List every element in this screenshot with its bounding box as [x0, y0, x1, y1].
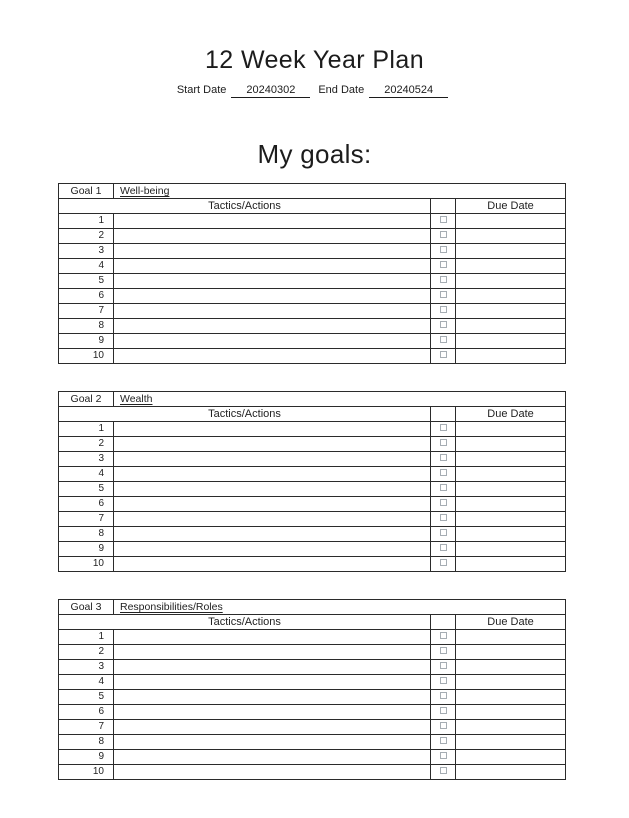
checkbox-cell — [431, 467, 456, 482]
tactic-cell[interactable] — [114, 542, 431, 557]
tactic-cell[interactable] — [114, 482, 431, 497]
tactic-cell[interactable] — [114, 304, 431, 319]
checkbox-icon[interactable] — [440, 632, 447, 639]
checkbox-cell — [431, 422, 456, 437]
due-date-cell[interactable] — [456, 349, 566, 364]
row-number: 1 — [59, 422, 114, 437]
tactic-row — [59, 690, 566, 705]
row-number: 1 — [59, 630, 114, 645]
tactic-row — [59, 630, 566, 645]
tactic-row — [59, 675, 566, 690]
row-number: 8 — [59, 527, 114, 542]
due-date-cell[interactable] — [456, 675, 566, 690]
tactic-cell[interactable] — [114, 497, 431, 512]
due-date-cell[interactable] — [456, 229, 566, 244]
checkbox-icon[interactable] — [440, 336, 447, 343]
due-date-cell[interactable] — [456, 452, 566, 467]
tactic-row — [59, 452, 566, 467]
checkbox-cell — [431, 542, 456, 557]
checkbox-cell — [431, 497, 456, 512]
start-date-value[interactable]: 20240302 — [246, 84, 296, 96]
tactic-row — [59, 467, 566, 482]
tactic-cell[interactable] — [114, 557, 431, 572]
due-date-cell[interactable] — [456, 334, 566, 349]
checkbox-cell — [431, 512, 456, 527]
goal-tables — [0, 183, 629, 780]
checkbox-icon[interactable] — [440, 544, 447, 551]
page-title: 12 Week Year Plan — [205, 46, 424, 74]
due-date-cell[interactable] — [456, 497, 566, 512]
goal-header-row — [59, 600, 566, 615]
checkbox-icon[interactable] — [440, 439, 447, 446]
row-number: 5 — [59, 690, 114, 705]
due-date-cell[interactable] — [456, 437, 566, 452]
due-date-cell[interactable] — [456, 304, 566, 319]
row-number: 3 — [59, 660, 114, 675]
column-header-row — [59, 615, 566, 630]
checkbox-column-header — [431, 407, 456, 422]
tactic-row — [59, 645, 566, 660]
tactic-row — [59, 497, 566, 512]
row-number: 6 — [59, 705, 114, 720]
checkbox-column-header — [431, 199, 456, 214]
date-row — [0, 84, 629, 98]
tactic-cell[interactable] — [114, 452, 431, 467]
tactic-row — [59, 705, 566, 720]
checkbox-icon[interactable] — [440, 351, 447, 358]
tactic-row — [59, 349, 566, 364]
end-date-field[interactable] — [369, 84, 448, 98]
row-number: 8 — [59, 735, 114, 750]
due-date-cell[interactable] — [456, 765, 566, 780]
checkbox-icon[interactable] — [440, 677, 447, 684]
checkbox-icon[interactable] — [440, 291, 447, 298]
tactic-row — [59, 334, 566, 349]
tactic-cell[interactable] — [114, 319, 431, 334]
tactic-row — [59, 274, 566, 289]
row-number: 4 — [59, 259, 114, 274]
tactic-row — [59, 527, 566, 542]
due-date-cell[interactable] — [456, 244, 566, 259]
tactic-row — [59, 422, 566, 437]
tactic-row — [59, 557, 566, 572]
checkbox-icon[interactable] — [440, 767, 447, 774]
tactic-cell[interactable] — [114, 244, 431, 259]
tactic-row — [59, 512, 566, 527]
tactic-cell[interactable] — [114, 645, 431, 660]
checkbox-cell — [431, 437, 456, 452]
checkbox-cell — [431, 334, 456, 349]
due-date-cell[interactable] — [456, 630, 566, 645]
due-date-cell[interactable] — [456, 512, 566, 527]
goal-table — [58, 391, 566, 572]
row-number: 5 — [59, 274, 114, 289]
tactic-row — [59, 720, 566, 735]
due-date-cell[interactable] — [456, 422, 566, 437]
tactic-cell[interactable] — [114, 660, 431, 675]
tactic-row — [59, 229, 566, 244]
tactic-row — [59, 482, 566, 497]
tactic-row — [59, 259, 566, 274]
tactic-row — [59, 660, 566, 675]
start-date-field[interactable] — [231, 84, 310, 98]
goal-label: Goal 1 — [59, 184, 114, 199]
checkbox-cell — [431, 660, 456, 675]
row-number: 10 — [59, 765, 114, 780]
goal-label: Goal 3 — [59, 600, 114, 615]
row-number: 8 — [59, 319, 114, 334]
tactic-cell[interactable] — [114, 675, 431, 690]
checkbox-column-header — [431, 615, 456, 630]
tactics-actions-header: Tactics/Actions — [59, 615, 431, 630]
checkbox-cell — [431, 244, 456, 259]
due-date-cell[interactable] — [456, 319, 566, 334]
checkbox-cell — [431, 319, 456, 334]
checkbox-cell — [431, 527, 456, 542]
end-date-value[interactable]: 20240524 — [384, 84, 434, 96]
checkbox-cell — [431, 304, 456, 319]
checkbox-cell — [431, 259, 456, 274]
tactic-cell[interactable] — [114, 259, 431, 274]
checkbox-icon[interactable] — [440, 469, 447, 476]
row-number: 10 — [59, 557, 114, 572]
tactic-cell[interactable] — [114, 289, 431, 304]
row-number: 4 — [59, 467, 114, 482]
row-number: 9 — [59, 750, 114, 765]
row-number: 2 — [59, 229, 114, 244]
checkbox-icon[interactable] — [440, 514, 447, 521]
checkbox-icon[interactable] — [440, 246, 447, 253]
row-number: 2 — [59, 437, 114, 452]
checkbox-icon[interactable] — [440, 499, 447, 506]
goal-header-row — [59, 184, 566, 199]
tactic-cell[interactable] — [114, 437, 431, 452]
checkbox-icon[interactable] — [440, 454, 447, 461]
due-date-cell[interactable] — [456, 527, 566, 542]
tactic-cell[interactable] — [114, 630, 431, 645]
tactic-cell[interactable] — [114, 422, 431, 437]
tactic-row — [59, 319, 566, 334]
tactic-cell[interactable] — [114, 765, 431, 780]
checkbox-icon[interactable] — [440, 231, 447, 238]
tactic-row — [59, 289, 566, 304]
goal-label: Goal 2 — [59, 392, 114, 407]
tactic-cell[interactable] — [114, 229, 431, 244]
checkbox-cell — [431, 274, 456, 289]
due-date-cell[interactable] — [456, 259, 566, 274]
tactic-cell[interactable] — [114, 214, 431, 229]
row-number: 2 — [59, 645, 114, 660]
row-number: 9 — [59, 334, 114, 349]
checkbox-cell — [431, 452, 456, 467]
checkbox-icon[interactable] — [440, 424, 447, 431]
goal-header-row — [59, 392, 566, 407]
row-number: 7 — [59, 512, 114, 527]
checkbox-icon[interactable] — [440, 216, 447, 223]
checkbox-icon[interactable] — [440, 662, 447, 669]
checkbox-icon[interactable] — [440, 692, 447, 699]
checkbox-cell — [431, 482, 456, 497]
checkbox-icon[interactable] — [440, 529, 447, 536]
checkbox-icon[interactable] — [440, 707, 447, 714]
due-date-header: Due Date — [456, 199, 566, 214]
end-date-label: End Date — [318, 84, 365, 96]
checkbox-cell — [431, 750, 456, 765]
tactic-row — [59, 304, 566, 319]
due-date-cell[interactable] — [456, 750, 566, 765]
due-date-header: Due Date — [456, 615, 566, 630]
row-number: 10 — [59, 349, 114, 364]
row-number: 4 — [59, 675, 114, 690]
checkbox-cell — [431, 289, 456, 304]
checkbox-icon[interactable] — [440, 261, 447, 268]
tactic-row — [59, 437, 566, 452]
checkbox-icon[interactable] — [440, 647, 447, 654]
tactic-row — [59, 244, 566, 259]
row-number: 9 — [59, 542, 114, 557]
row-number: 3 — [59, 452, 114, 467]
tactic-row — [59, 735, 566, 750]
tactic-cell[interactable] — [114, 690, 431, 705]
row-number: 7 — [59, 304, 114, 319]
tactic-cell[interactable] — [114, 527, 431, 542]
tactic-cell[interactable] — [114, 720, 431, 735]
column-header-row — [59, 199, 566, 214]
checkbox-cell — [431, 735, 456, 750]
row-number: 5 — [59, 482, 114, 497]
checkbox-icon[interactable] — [440, 306, 447, 313]
due-date-header: Due Date — [456, 407, 566, 422]
tactic-row — [59, 542, 566, 557]
start-date-label: Start Date — [176, 84, 227, 96]
checkbox-cell — [431, 557, 456, 572]
checkbox-icon[interactable] — [440, 276, 447, 283]
tactic-row — [59, 765, 566, 780]
checkbox-cell — [431, 630, 456, 645]
checkbox-cell — [431, 645, 456, 660]
due-date-cell[interactable] — [456, 645, 566, 660]
tactic-cell[interactable] — [114, 750, 431, 765]
due-date-cell[interactable] — [456, 690, 566, 705]
goal-table — [58, 599, 566, 780]
tactics-actions-header: Tactics/Actions — [59, 199, 431, 214]
checkbox-cell — [431, 214, 456, 229]
due-date-cell[interactable] — [456, 720, 566, 735]
checkbox-icon[interactable] — [440, 484, 447, 491]
checkbox-cell — [431, 349, 456, 364]
checkbox-cell — [431, 229, 456, 244]
tactic-cell[interactable] — [114, 735, 431, 750]
due-date-cell[interactable] — [456, 557, 566, 572]
due-date-cell[interactable] — [456, 542, 566, 557]
tactic-cell[interactable] — [114, 512, 431, 527]
tactic-row — [59, 214, 566, 229]
tactic-cell[interactable] — [114, 705, 431, 720]
tactics-actions-header: Tactics/Actions — [59, 407, 431, 422]
due-date-cell[interactable] — [456, 467, 566, 482]
checkbox-icon[interactable] — [440, 722, 447, 729]
due-date-cell[interactable] — [456, 289, 566, 304]
due-date-cell[interactable] — [456, 274, 566, 289]
checkbox-icon[interactable] — [440, 752, 447, 759]
row-number: 1 — [59, 214, 114, 229]
checkbox-icon[interactable] — [440, 737, 447, 744]
row-number: 6 — [59, 497, 114, 512]
checkbox-cell — [431, 675, 456, 690]
column-header-row — [59, 407, 566, 422]
tactic-cell[interactable] — [114, 334, 431, 349]
goal-title[interactable]: Well-being — [114, 184, 566, 199]
checkbox-icon[interactable] — [440, 559, 447, 566]
checkbox-cell — [431, 765, 456, 780]
checkbox-cell — [431, 690, 456, 705]
row-number: 6 — [59, 289, 114, 304]
checkbox-cell — [431, 705, 456, 720]
row-number: 7 — [59, 720, 114, 735]
due-date-cell[interactable] — [456, 735, 566, 750]
due-date-cell[interactable] — [456, 214, 566, 229]
checkbox-cell — [431, 720, 456, 735]
tactic-cell[interactable] — [114, 349, 431, 364]
goals-heading: My goals: — [257, 139, 372, 169]
tactic-row — [59, 750, 566, 765]
goal-title[interactable]: Responsibilities/Roles — [114, 600, 566, 615]
due-date-cell[interactable] — [456, 482, 566, 497]
checkbox-icon[interactable] — [440, 321, 447, 328]
due-date-cell[interactable] — [456, 660, 566, 675]
due-date-cell[interactable] — [456, 705, 566, 720]
tactic-cell[interactable] — [114, 467, 431, 482]
row-number: 3 — [59, 244, 114, 259]
goal-title[interactable]: Wealth — [114, 392, 566, 407]
goal-table — [58, 183, 566, 364]
tactic-cell[interactable] — [114, 274, 431, 289]
